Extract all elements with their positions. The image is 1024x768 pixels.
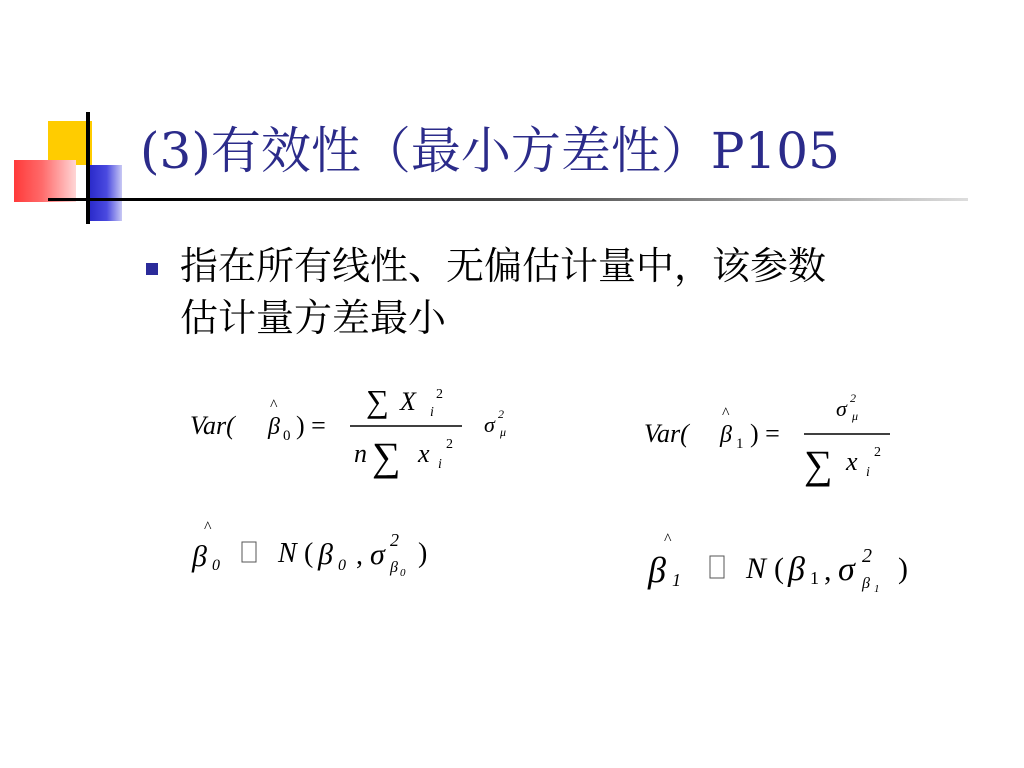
f3-hat: ^ [204,519,212,536]
formula-var-beta0 [190,372,530,482]
f3-beta2-sub: 0 [338,557,346,574]
title-decoration-red-block [14,160,76,202]
f3-sigma-sub-sub: 0 [400,567,406,579]
f3-sigma-sub-beta: β [390,559,398,576]
f3-sigma: σ [370,538,385,571]
title-underline-rule [48,198,968,201]
f4-beta2: β [788,551,805,588]
f3-beta: β [192,540,207,573]
f4-comma: , [824,554,832,587]
f4-N: N [746,552,767,585]
f2-den-sum: ∑ [804,442,833,487]
formula-var-beta1 [644,380,904,490]
f2-den-sup: 2 [874,445,881,460]
f3-open-paren: ( [304,538,314,569]
f1-num-sub: i [430,405,434,420]
bullet-square-icon [146,263,158,275]
f4-sigma-sup: 2 [862,545,872,567]
bullet-text [180,240,980,344]
f1-den-sum: ∑ [372,434,401,479]
formula-dist-beta0 [192,510,482,590]
f1-sigma: σ [484,412,495,437]
title-decoration-blue-block [88,165,122,221]
f1-sigma-sup: 2 [498,407,504,421]
f1-den-var: x [418,439,430,468]
f4-open-paren: ( [774,552,784,585]
f3-beta-sub: 0 [212,557,220,574]
f4-hat: ^ [664,531,672,548]
f4-beta: β [648,550,666,590]
f4-beta-sub: 1 [672,570,681,590]
f1-beta: β [268,414,280,440]
f3-sigma-sup: 2 [390,530,399,550]
f4-close-paren: ) [898,552,908,585]
f3-beta2: β [318,538,333,571]
f1-den-sub: i [438,457,442,472]
f4-beta2-sub: 1 [810,568,819,588]
f3-close-paren: ) [418,538,428,569]
f1-hat: ^ [270,397,278,414]
slide-title: (3)有效性（最小方差性）P105 [140,122,840,180]
f1-close-eq: ) = [296,411,326,440]
f1-num-sum: ∑ [366,383,389,419]
f2-beta-sub: 1 [736,436,744,452]
f1-num-var: X [400,387,416,416]
f4-sigma: σ [838,551,855,588]
f4-sigma-sub-sub: 1 [874,583,880,595]
f1-var-label: Var( [190,411,235,440]
f3-N: N [278,538,297,569]
f2-close-eq: ) = [750,419,780,448]
bullet-text-line-2: 估计量方差最小 [180,296,447,340]
title-decoration-vertical-line [86,112,90,224]
f3-tilde-box-icon [242,542,256,562]
f4-sigma-sub-beta: β [862,575,870,592]
f1-num-sup: 2 [436,387,443,402]
f1-den-n: n [354,439,367,468]
f1-beta-sub: 0 [283,428,291,444]
f2-den-sub: i [866,465,870,480]
f1-sigma-sub: μ [500,425,507,439]
f2-var-label: Var( [644,419,689,448]
f3-comma: , [356,540,363,571]
f2-num-sup: 2 [850,391,856,405]
f1-den-sup: 2 [446,437,453,452]
f2-num-sub: μ [852,409,859,423]
f2-num-sigma: σ [836,396,847,421]
f4-tilde-box-icon [710,556,724,578]
formula-dist-beta1 [648,522,948,602]
f2-beta: β [720,422,732,448]
f2-den-var: x [846,447,858,476]
f2-hat: ^ [722,405,730,422]
bullet-text-line-1: 指在所有线性、无偏估计量中，该参数 [180,244,827,288]
